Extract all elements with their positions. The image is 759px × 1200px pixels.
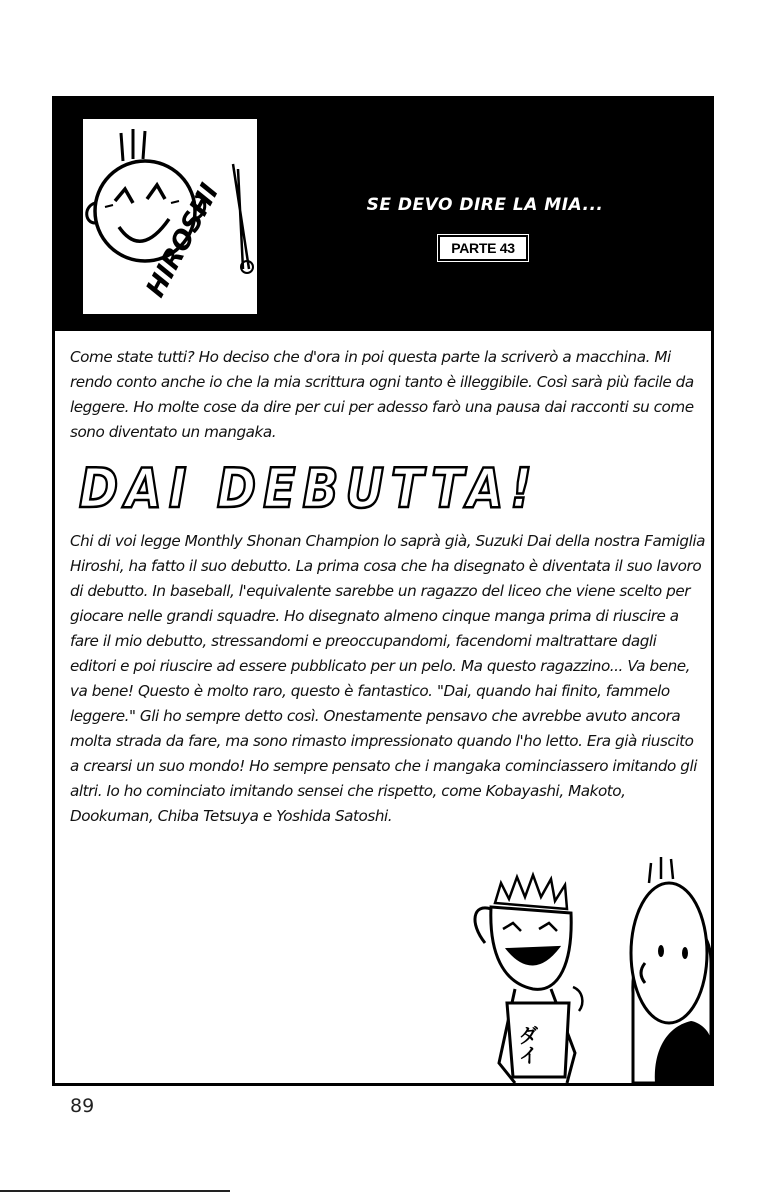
part-badge: PARTE 43 <box>438 235 528 261</box>
page-number: 89 <box>70 1095 95 1117</box>
page-frame <box>52 96 714 1086</box>
characters-illustration <box>455 843 711 1083</box>
header-banner <box>55 99 711 331</box>
avatar-signature: HIROSHI <box>140 178 226 303</box>
shirt-text: ダイ <box>515 1025 539 1065</box>
intro-paragraph: Come state tutti? Ho deciso che d'ora in poi questa parte la scriverò a macchina. Mi rendo conto anche io che la mia scrittura ogni tanto è illeggibile. Così sarà più facile da leggere. Ho molte cose da dire per cui per adesso farò una pausa dai racconti su come sono diventato un mangaka. <box>70 348 694 441</box>
author-avatar <box>83 119 257 314</box>
section-title-text: DAI DEBUTTA! <box>79 457 539 520</box>
body-paragraph: Chi di voi legge Monthly Shonan Champion lo saprà già, Suzuki Dai della nostra Famiglia Hiroshi, ha fatto il suo debutto. La prima cosa che ha disegnato è diventata il suo lavoro di debutto. In baseball, l'equivalente sarebbe un ragazzo del liceo che viene scelto per giocare nelle grandi squadre. Ho disegnato almeno cinque manga prima di riuscire a fare il mio debutto, stressandomi e preoccupandomi, facendomi maltrattare dagli editori e poi riuscire ad essere pubblicato per un pelo. Ma questo ragazzino... Va bene, va bene! Questo è molto raro, questo è fantastico. "Dai, quando hai finito, fammelo leggere." Gli ho sempre detto così. Onestamente pensavo che avrebbe avuto ancora molta strada da fare, ma sono rimasto impressionato quando l'ho letto. Era già riuscito a crearsi un suo mondo! Ho sempre pensato che i mangaka cominciassero imitando gli altri. Io ho cominciato imitando sensei che rispetto, come Kobayashi, Makoto, Dookuman, Chiba Tetsuya e Yoshida Satoshi. <box>70 532 705 825</box>
smiley-face-icon <box>83 119 257 314</box>
bottom-divider <box>0 1190 230 1192</box>
section-title <box>73 451 553 521</box>
column-title: SE DEVO DIRE LA MIA... <box>366 195 604 215</box>
